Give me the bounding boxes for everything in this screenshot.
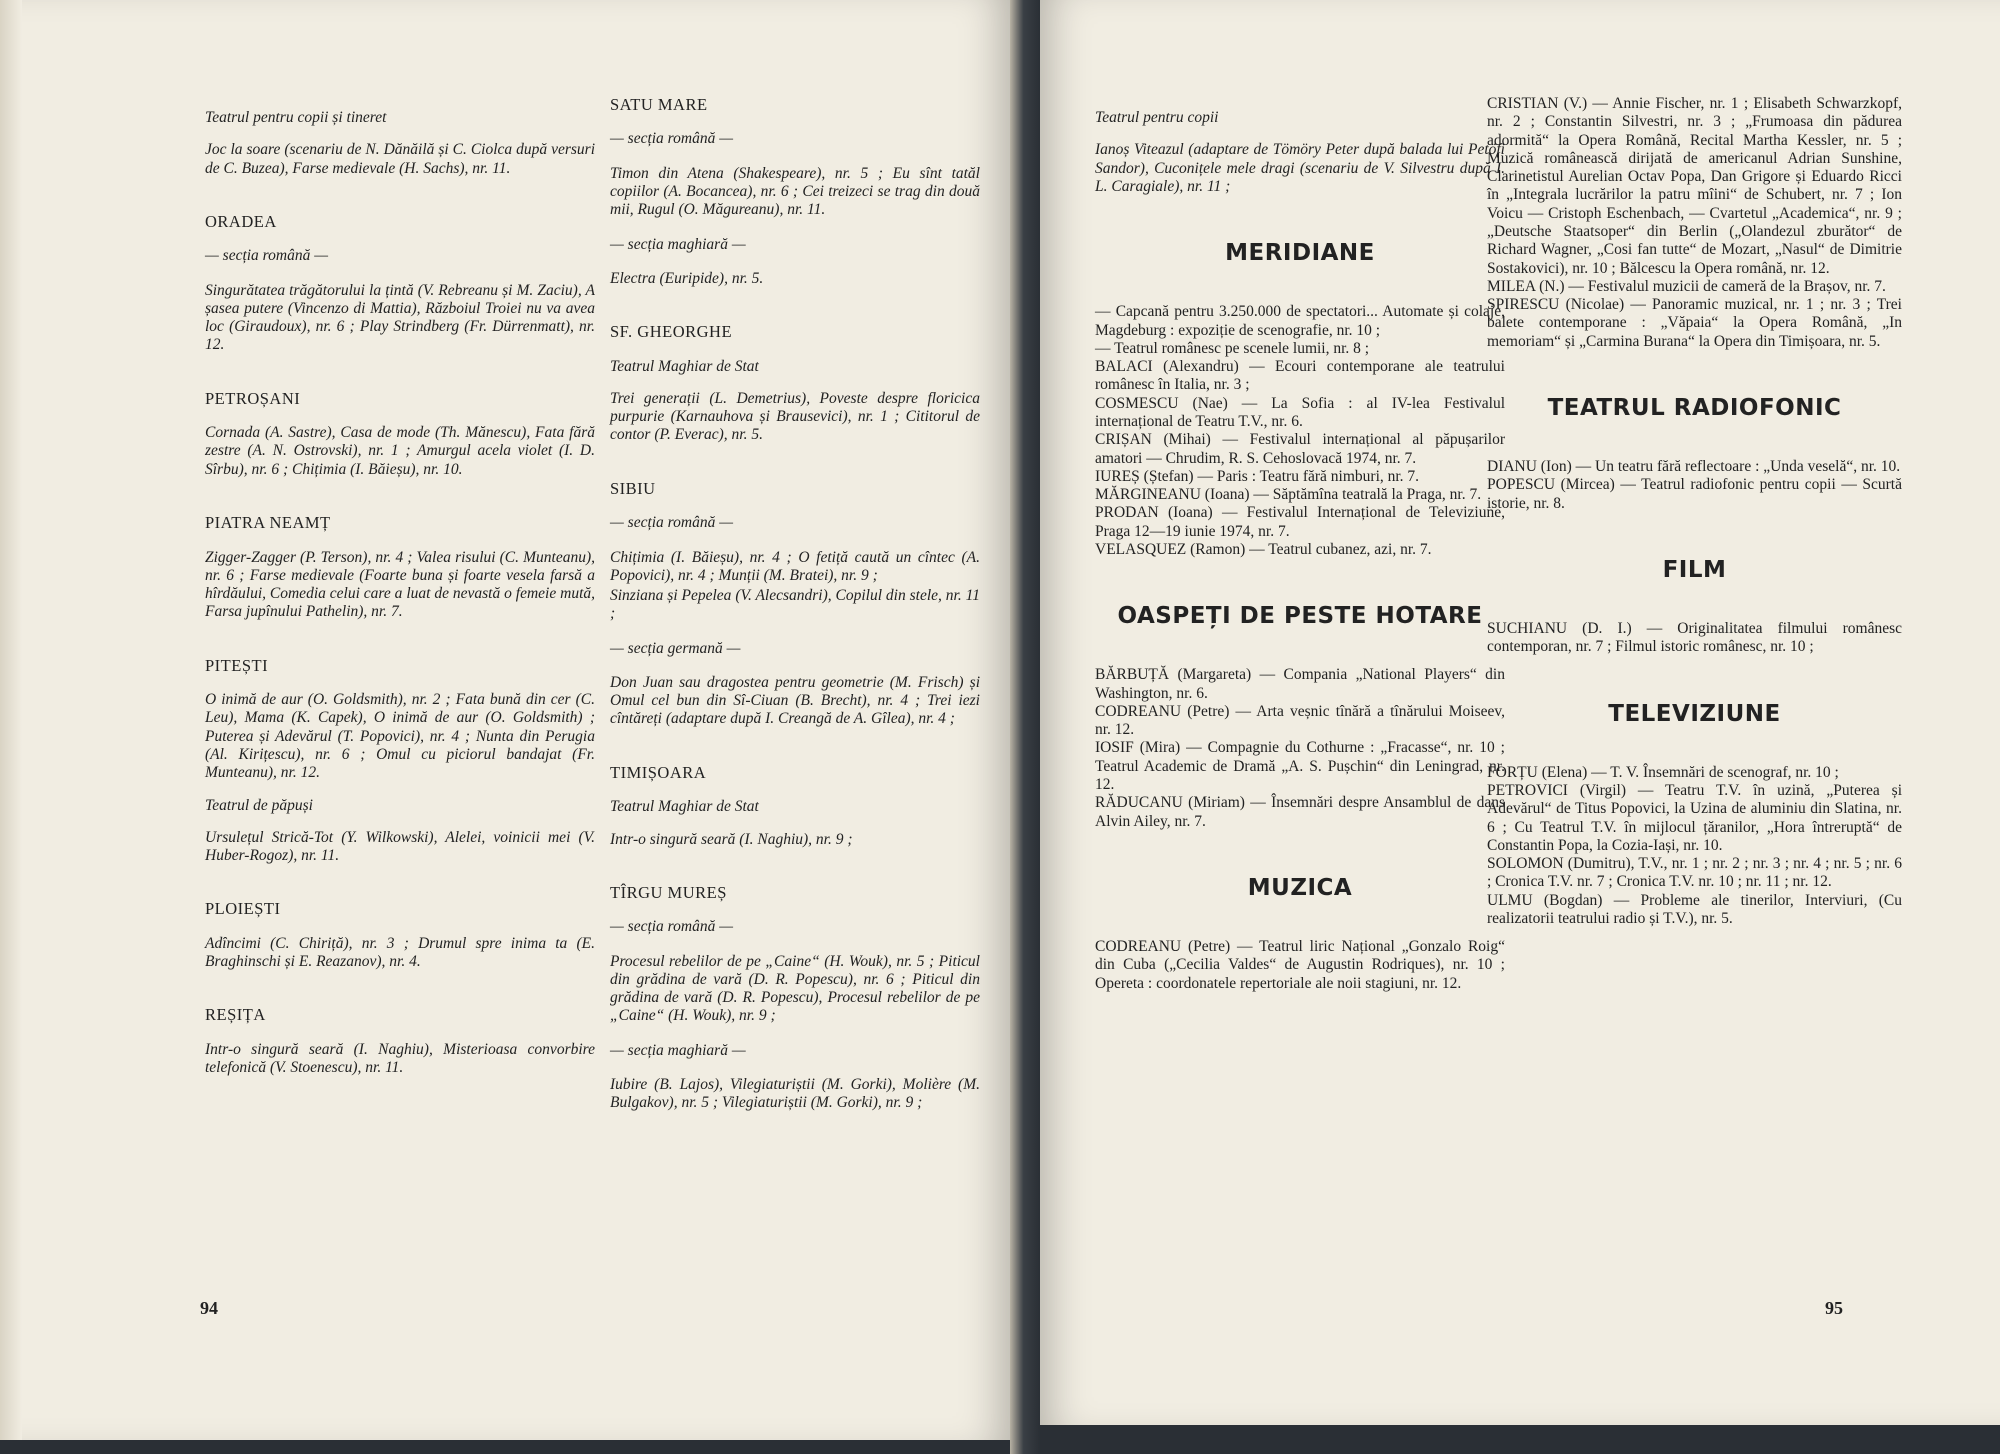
- page-edge: [0, 0, 22, 1440]
- subheading: Teatrul Maghiar de Stat: [610, 798, 759, 816]
- repertoire-entry: Intr-o singură seară (I. Naghiu), Misterioasa convorbire telefonică (V. Stoenescu), nr. 11.: [205, 1040, 595, 1077]
- section-heading: TELEVIZIUNE: [1608, 700, 1781, 727]
- section-heading: MERIDIANE: [1225, 240, 1375, 267]
- index-entry: COSMESCU (Nae) — La Sofia : al IV-lea Festivalul internațional de Teatru T.V., nr. 6.: [1095, 394, 1505, 430]
- city-heading: TIMIȘOARA: [610, 762, 707, 782]
- page-number-left: 94: [200, 1298, 218, 1318]
- city-heading: ORADEA: [205, 211, 277, 231]
- index-entry: IUREȘ (Ștefan) — Paris : Teatru fără nimburi, nr. 7.: [1095, 467, 1420, 485]
- index-entry: RĂDUCANU (Miriam) — Însemnări despre Ansamblul de dans Alvin Ailey, nr. 7.: [1095, 794, 1505, 830]
- repertoire-entry: Adîncimi (C. Chiriță), nr. 3 ; Drumul spre inima ta (E. Braghinschi și E. Reazanov), nr. 4.: [205, 934, 595, 971]
- left-column-2: [610, 95, 980, 1115]
- section-heading: TEATRUL RADIOFONIC: [1547, 394, 1842, 421]
- repertoire-entry: Ianoș Viteazul (adaptare de Tömöry Peter după balada lui Petöfi Sandor), Cuconițele mele dragi (scenariu de V. Silvestru după I. L. Caragiale), nr. 11 ;: [1095, 141, 1505, 195]
- index-entry: CRIȘAN (Mihai) — Festivalul internațional al păpușarilor amatori — Chrudim, R. S. Cehoslovacă 1974, nr. 7.: [1095, 431, 1505, 467]
- index-entry: BALACI (Alexandru) — Ecouri contemporane ale teatrului românesc în Italia, nr. 3 ;: [1095, 358, 1505, 394]
- subheading: Teatrul de păpuși: [205, 796, 313, 814]
- section-heading: FILM: [1662, 556, 1727, 583]
- subheading: Teatrul Maghiar de Stat: [610, 357, 759, 375]
- section-label: — secția română —: [610, 918, 733, 936]
- section-label: — secția română —: [205, 247, 328, 265]
- index-entry: SOLOMON (Dumitru), T.V., nr. 1 ; nr. 2 ; nr. 3 ; nr. 4 ; nr. 5 ; nr. 6 ; Cronica T.V. nr. 7 ; Cronica T.V. nr. 10 ; nr. 11 ; nr. 12.: [1487, 855, 1902, 891]
- section-label: — secția română —: [610, 514, 733, 532]
- section-heading: OASPEȚI DE PESTE HOTARE: [1117, 603, 1483, 630]
- repertoire-entry: Timon din Atena (Shakespeare), nr. 5 ; Eu sînt tatăl copiilor (A. Bocancea), nr. 6 ; Cei treizeci se trag din două mii, Rugul (O. Măgureanu), nr. 11.: [610, 164, 980, 219]
- index-entry: SUCHIANU (D. I.) — Originalitatea filmului românesc contemporan, nr. 7 ; Filmul istoric românesc, nr. 10 ;: [1487, 620, 1902, 656]
- subheading: Teatrul pentru copii: [1095, 109, 1219, 126]
- city-heading: PIATRA NEAMȚ: [205, 513, 331, 533]
- city-heading: TÎRGU MUREȘ: [610, 882, 727, 902]
- index-entry: IOSIF (Mira) — Compagnie du Cothurne : „Fracasse“, nr. 10 ; Teatrul Academic de Dramă „A. S. Pușchin“ din Leningrad, nr. 12.: [1095, 739, 1505, 793]
- repertoire-entry: Procesul rebelilor de pe „Caine“ (H. Wouk), nr. 5 ; Piticul din grădina de vară (D. R. Popescu), nr. 6 ; Piticul din grădina de vară (D. R. Popescu), Procesul rebelilor de pe „Caine“ (H. Wouk), nr. 9 ;: [610, 952, 980, 1025]
- index-entry: FORȚU (Elena) — T. V. Însemnări de scenograf, nr. 10 ;: [1487, 763, 1839, 781]
- book-spine: [1010, 0, 1040, 1454]
- page-number-right: 95: [1825, 1298, 1843, 1318]
- section-label: — secția maghiară —: [610, 1041, 746, 1059]
- section-heading: MUZICA: [1247, 874, 1353, 901]
- index-entry: — Teatrul românesc pe scenele lumii, nr. 8 ;: [1095, 339, 1370, 357]
- city-heading: SF. GHEORGHE: [610, 322, 733, 342]
- repertoire-entry: Iubire (B. Lajos), Vilegiaturiștii (M. Gorki), Molière (M. Bulgakov), nr. 5 ; Vilegiaturiștii (M. Gorki), nr. 9 ;: [610, 1075, 980, 1112]
- left-column-1: [205, 95, 595, 1079]
- city-heading: PLOIEȘTI: [205, 899, 281, 919]
- index-entry: POPESCU (Mircea) — Teatrul radiofonic pentru copii — Scurtă istorie, nr. 8.: [1487, 476, 1902, 512]
- repertoire-entry: Zigger-Zagger (P. Terson), nr. 4 ; Valea risului (C. Munteanu), nr. 6 ; Farse medievale (Foarte buna și foarte vesela farsă a hîrdăului, Comedia celui care a luat de nevastă o femeie mută, Farsa jupînului Pathelin), nr. 7.: [205, 548, 595, 621]
- city-heading: REȘIȚA: [205, 1005, 266, 1025]
- section-label: — secția română —: [610, 130, 733, 148]
- city-heading: SIBIU: [610, 478, 656, 498]
- index-entry: BĂRBUȚĂ (Margareta) — Compania „National Players“ din Washington, nr. 6.: [1095, 666, 1505, 702]
- index-entry: CODREANU (Petre) — Teatrul liric Național „Gonzalo Roig“ din Cuba („Cecilia Valdes“ de Augustin Rodriques), nr. 10 ; Opereta : coordonatele repertoriale ale noii stagiuni, nr. 12.: [1095, 937, 1505, 992]
- repertoire-entry: Trei generații (L. Demetrius), Poveste despre floricica purpurie (Karnauhova și Brausevici), nr. 1 ; Cititorul de contor (P. Everac), nr. 5.: [610, 389, 980, 444]
- city-heading: PETROȘANI: [205, 388, 301, 408]
- index-entry: CODREANU (Petre) — Arta veșnic tînără a tînărului Moiseev, nr. 12.: [1095, 702, 1505, 739]
- section-label: — secția germană —: [610, 639, 741, 657]
- repertoire-entry: Sinziana și Pepelea (V. Alecsandri), Copilul din stele, nr. 11 ;: [610, 587, 980, 623]
- city-heading: PITEȘTI: [205, 655, 269, 675]
- index-entry: — Capcană pentru 3.250.000 de spectatori... Automate și colaje, Magdeburg : expoziție de scenografie, nr. 10 ;: [1095, 303, 1505, 339]
- repertoire-entry: Singurătatea trăgătorului la țintă (V. Rebreanu și M. Zaciu), A șasea putere (Vincenzo di Mattia), Războiul Troiei nu va avea loc (Giraudoux), nr. 6 ; Play Strindberg (Fr. Dürrenmatt), nr. 12.: [205, 281, 595, 354]
- repertoire-entry: Intr-o singură seară (I. Naghiu), nr. 9 ;: [610, 830, 853, 848]
- repertoire-entry: Don Juan sau dragostea pentru geometrie (M. Frisch) și Omul cel bun din Sî-Ciuan (B. Brecht), nr. 4 ; Trei iezi cîntăreți (adaptare după I. Creangă de A. Gîlea), nr. 4 ;: [610, 673, 980, 728]
- right-page: [1040, 0, 2000, 1425]
- index-entry: ULMU (Bogdan) — Probleme ale tinerilor, Interviuri, (Cu realizatorii teatrului radio și T.V.), nr. 5.: [1487, 891, 1902, 927]
- index-entry: MĂRGINEANU (Ioana) — Săptămîna teatrală la Praga, nr. 7.: [1095, 486, 1482, 504]
- index-entry: PRODAN (Ioana) — Festivalul Internațional de Televiziune, Praga 12—19 iunie 1974, nr. 7.: [1095, 504, 1505, 540]
- index-entry: PETROVICI (Virgil) — Teatru T.V. în uzină, „Puterea și Adevărul“ de Titus Popovici, la Uzina de aluminiu din Slatina, nr. 6 ; Cu Teatrul T.V. în mijlocul țăranilor, „Hora întreruptă“ de Constantin Popa, la Cozia-Iași, nr. 10.: [1487, 782, 1902, 854]
- repertoire-entry: Ursulețul Strică-Tot (Y. Wilkowski), Alelei, voinicii mei (V. Huber-Rogoz), nr. 11.: [205, 828, 595, 865]
- repertoire-entry: Chițimia (I. Băieșu), nr. 4 ; O fetiță caută un cîntec (A. Popovici), nr. 4 ; Munții (M. Bratei), nr. 9 ;: [610, 548, 980, 584]
- right-column-2: [1487, 95, 1902, 928]
- repertoire-entry: Cornada (A. Sastre), Casa de mode (Th. Mănescu), Fata fără zestre (A. N. Ostrovski), nr. 1 ; Amurgul acela violet (I. D. Sîrbu), nr. 6 ; Chițimia (I. Băieșu), nr. 10.: [205, 424, 595, 478]
- index-entry: SPIRESCU (Nicolae) — Panoramic muzical, nr. 1 ; nr. 3 ; Trei balete contemporane : „Văpaia“ la Opera Română, „In memoriam“ și „Carmina Burana“ la Opera din Timișoara, nr. 5.: [1487, 296, 1902, 350]
- right-column-1: [1095, 95, 1505, 993]
- repertoire-entry: Electra (Euripide), nr. 5.: [610, 269, 764, 287]
- index-entry: CRISTIAN (V.) — Annie Fischer, nr. 1 ; Elisabeth Schwarzkopf, nr. 2 ; Constantin Silvestri, nr. 3 ; „Frumoasa din pădurea adormită“ la Opera Română, Recital Martha Kessler, nr. 5 ; Muzică românească dirijată de americanul Adrian Sunshine, Clarinetistul Aurelian Octav Popa, Dan Grigore și Eduardo Ricci în „Integrala lucrărilor la patru mîini“ de Schubert, nr. 7 ; Ion Voicu — Cristoph Eschenbach, — Cvartetul „Academica“, nr. 9 ; „Deutsche Staatsoper“ din Berlin („Olandezul zburător“ de Richard Wagner, „Cosi fan tutte“ de Mozart, „Nasul“ de Dimitrie Sostakovici), nr. 10 ; Bălcescu la Opera română, nr. 12.: [1487, 95, 1902, 277]
- repertoire-entry: O inimă de aur (O. Goldsmith), nr. 2 ; Fata bună din cer (C. Leu), Mama (K. Capek), O inimă de aur (O. Goldsmith) ; Puterea și Adevărul (T. Popovici), nr. 4 ; Nunta din Perugia (Al. Kirițescu), nr. 6 ; Omul cu piciorul bandajat (Fr. Munteanu), nr. 12.: [205, 691, 595, 782]
- repertoire-entry: Joc la soare (scenariu de N. Dănăilă și C. Ciolca după versuri de C. Buzea), Farse medievale (H. Sachs), nr. 11.: [205, 141, 595, 177]
- subheading: Teatrul pentru copii și tineret: [205, 109, 387, 126]
- index-entry: VELASQUEZ (Ramon) — Teatrul cubanez, azi, nr. 7.: [1095, 540, 1432, 558]
- city-heading: SATU MARE: [610, 95, 708, 114]
- index-entry: MILEA (N.) — Festivalul muzicii de cameră de la Brașov, nr. 7.: [1487, 277, 1886, 295]
- index-entry: DIANU (Ion) — Un teatru fără reflectoare : „Unda veselă“, nr. 10.: [1487, 458, 1901, 476]
- section-label: — secția maghiară —: [610, 235, 746, 253]
